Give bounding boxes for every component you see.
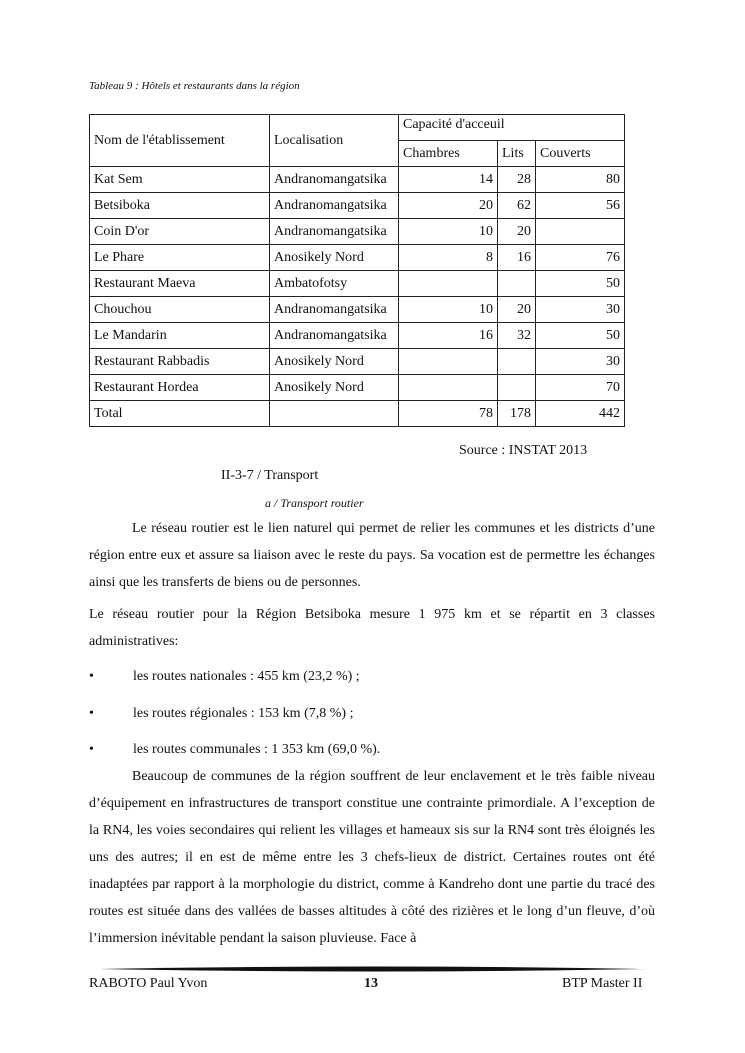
cell-covers: 56 [536,193,625,219]
cell-rooms: 10 [399,297,498,323]
list-item-text: les routes régionales : 153 km (7,8 %) ; [133,706,354,721]
cell-location: Andranomangatsika [270,297,399,323]
table-caption: Tableau 9 : Hôtels et restaurants dans la région [89,80,300,92]
table-row [90,193,625,219]
paragraph-2: Le réseau routier pour la Région Betsiboka mesure 1 975 km et se répartit en 3 classes administratives: [89,607,655,649]
bullet-icon: • [89,742,94,757]
cell-name: Coin D'or [90,219,270,245]
header-location: Localisation [270,115,399,167]
cell-rooms [399,349,498,375]
subsection-title: a / Transport routier [265,496,364,510]
page-number: 13 [364,976,378,991]
paragraph-3: Beaucoup de communes de la région souffrent de leur enclavement et le très faible niveau d’équipement en infrastructures de transport constitue une contrainte primordiale. A l’exception de la RN4, les voies secondaires qui relient les villages et hameaux sis sur la RN4 sont très éloignés les uns des autres; il en est de même entre les 3 chefs-lieux de district. Certaines routes ont été inadaptées par rapport à la morphologie du district, comme à Kandreho dont une partie du tracé des routes est située dans des vallées de basses altitudes à côté des rizières et le long d’un fleuve, d’où l’immersion inévitable pendant la saison pluvieuse. Face à [89,769,655,946]
cell-name: Le Phare [90,245,270,271]
table-row [90,219,625,245]
cell-location: Andranomangatsika [270,167,399,193]
header-covers: Couverts [536,141,625,167]
cell-name: Restaurant Maeva [90,271,270,297]
cell-location: Andranomangatsika [270,323,399,349]
cell-location: Anosikely Nord [270,375,399,401]
cell-name: Betsiboka [90,193,270,219]
header-name: Nom de l'établissement [90,115,270,167]
hotels-restaurants-table [89,114,625,427]
cell-rooms: 20 [399,193,498,219]
table-row [90,167,625,193]
cell-rooms: 8 [399,245,498,271]
cell-rooms: 16 [399,323,498,349]
bullet-icon: • [89,669,94,684]
cell-covers: 50 [536,271,625,297]
cell-covers: 50 [536,323,625,349]
cell-location: Andranomangatsika [270,193,399,219]
table-source: Source : INSTAT 2013 [459,443,588,458]
table-row [90,271,625,297]
table-row [90,349,625,375]
cell-rooms [399,271,498,297]
cell-name: Kat Sem [90,167,270,193]
footer-program: BTP Master II [562,976,643,991]
cell-covers [536,219,625,245]
cell-beds: 16 [498,245,536,271]
cell-beds [498,349,536,375]
cell-beds: 62 [498,193,536,219]
cell-name: Chouchou [90,297,270,323]
cell-covers: 80 [536,167,625,193]
cell-name: Restaurant Hordea [90,375,270,401]
paragraph-1: Le réseau routier est le lien naturel qui permet de relier les communes et les districts d’une région entre eux et assure sa liaison avec le reste du pays. Sa vocation est de permettre les échanges ainsi que les transferts de biens ou de personnes. [89,521,655,590]
table-row [90,297,625,323]
header-row-1 [90,115,625,141]
cell-rooms [399,375,498,401]
cell-rooms: 10 [399,219,498,245]
cell-covers: 30 [536,297,625,323]
table-row [90,323,625,349]
list-item-text: les routes nationales : 455 km (23,2 %) ; [133,669,360,684]
cell-location: Anosikely Nord [270,245,399,271]
cell-rooms: 78 [399,401,498,427]
cell-covers: 30 [536,349,625,375]
cell-location [270,401,399,427]
cell-beds: 178 [498,401,536,427]
cell-beds [498,375,536,401]
cell-name: Le Mandarin [90,323,270,349]
cell-beds: 20 [498,219,536,245]
section-title: II-3-7 / Transport [221,468,319,483]
header-beds: Lits [498,141,536,167]
list-item-text: les routes communales : 1 353 km (69,0 %). [133,742,381,757]
cell-covers: 70 [536,375,625,401]
table-row [90,245,625,271]
cell-location: Anosikely Nord [270,349,399,375]
cell-beds: 20 [498,297,536,323]
footer-author: RABOTO Paul Yvon [89,976,208,991]
cell-beds: 28 [498,167,536,193]
cell-covers: 76 [536,245,625,271]
header-rooms: Chambres [399,141,498,167]
cell-name: Total [90,401,270,427]
bullet-icon: • [89,706,94,721]
cell-name: Restaurant Rabbadis [90,349,270,375]
cell-beds: 32 [498,323,536,349]
cell-location: Ambatofotsy [270,271,399,297]
footer-divider [100,965,645,973]
cell-location: Andranomangatsika [270,219,399,245]
total-row [90,401,625,427]
cell-beds [498,271,536,297]
table-row [90,375,625,401]
header-capacity: Capacité d'acceuil [399,115,625,141]
cell-rooms: 14 [399,167,498,193]
cell-covers: 442 [536,401,625,427]
